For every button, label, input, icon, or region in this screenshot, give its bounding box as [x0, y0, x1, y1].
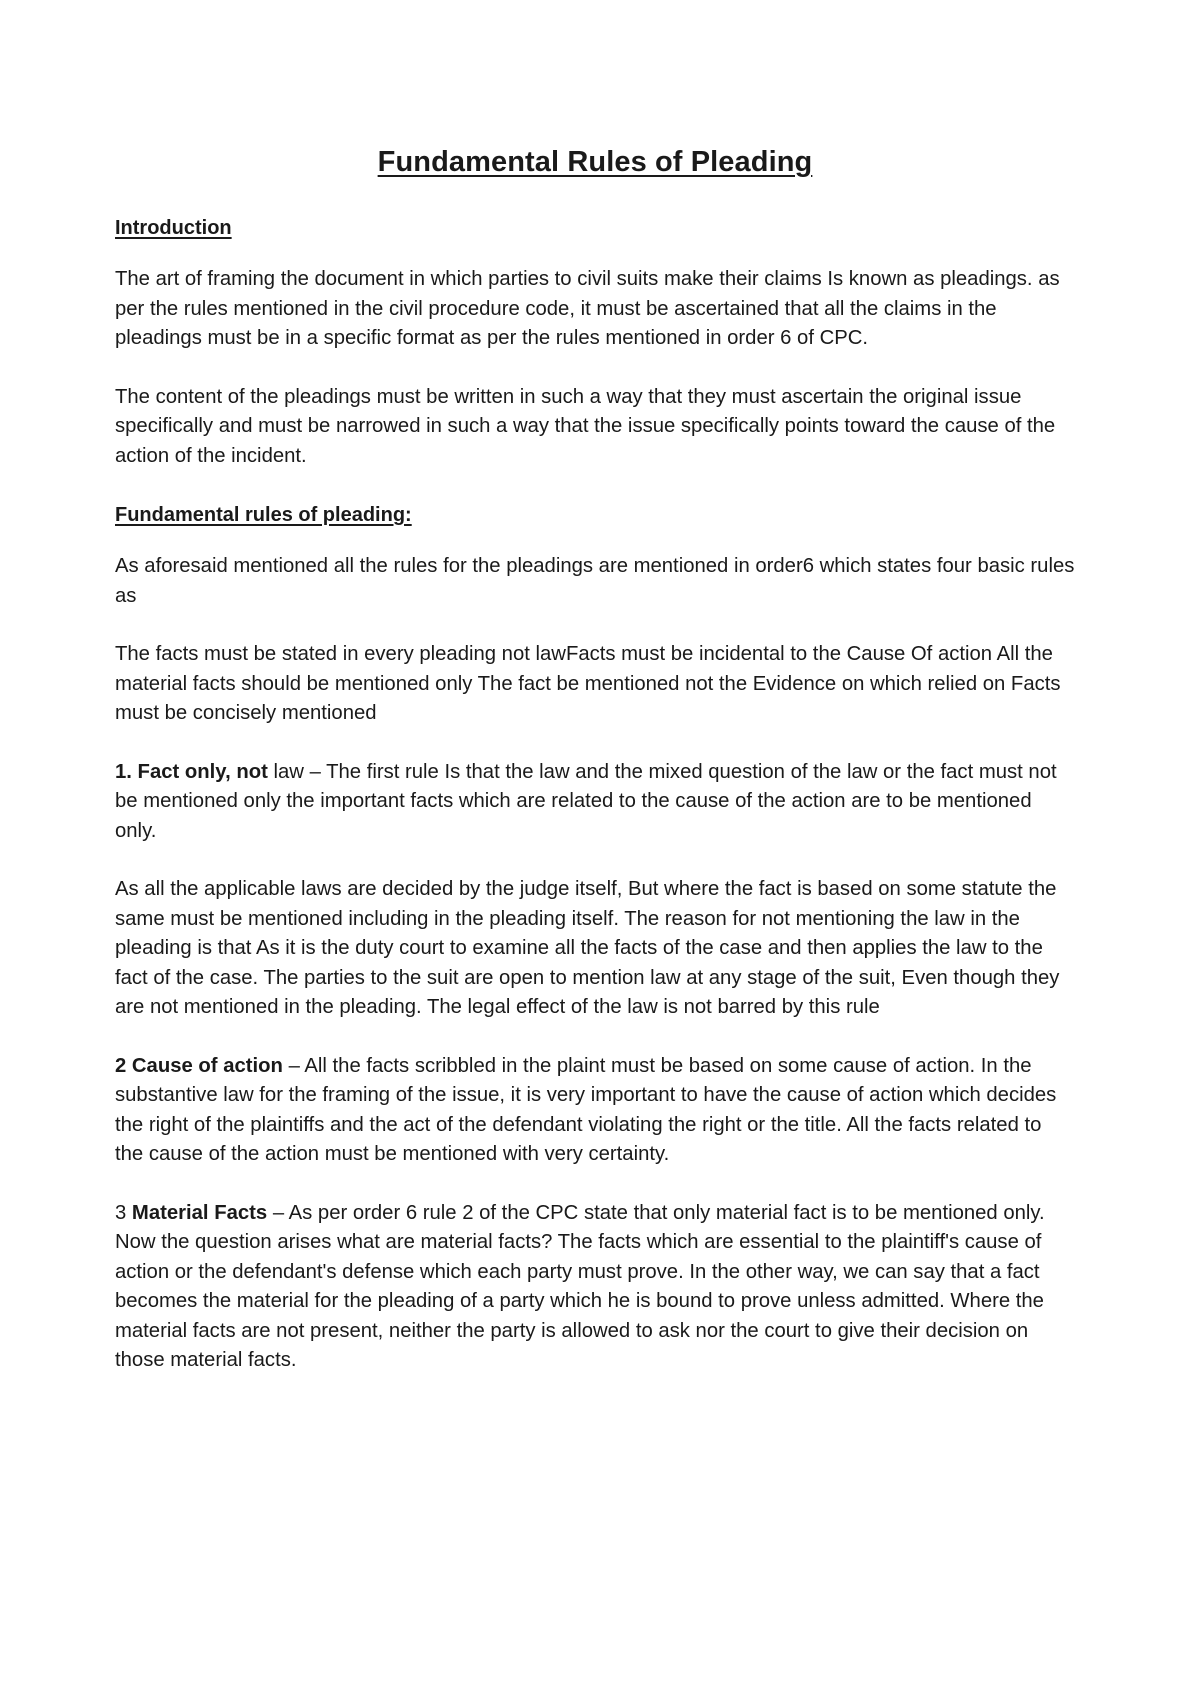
rule-2-paragraph: [115, 1052, 1075, 1170]
rule-1-text: law – The first rule Is that the law and the mixed question of the law or the fact must not be mentioned only the important facts which are related to the cause of the action are to be mentioned only.: [115, 760, 1057, 842]
rule-3-label: Material Facts: [131, 1201, 268, 1224]
rule-1-detail-paragraph: As all the applicable laws are decided by the judge itself, But where the fact is based on some statute the same must be mentioned including in the pleading itself. The reason for not mentioning the law in the pleading is that As it is the duty court to examine all the facts of the case and then applies the law to the fact of the case. The parties to the suit are open to mention law at any stage of the suit, Even though they are not mentioned in the pleading. The legal effect of the law is not barred by this rule: [115, 878, 1060, 1018]
rule-2-text: – All the facts scribbled in the plaint must be based on some cause of action. In the substantive law for the framing of the issue, it is very important to have the cause of action which decides the right of the plaintiffs and the act of the defendant violating the right or the title. All the facts related to the cause of the action must be mentioned with very certainty.: [115, 1054, 1057, 1165]
rules-summary-paragraph: The facts must be stated in every pleading not lawFacts must be incidental to the Cause Of action All the material facts should be mentioned only The fact be mentioned not the Evidence on which relied on Facts must be concisely mentioned: [115, 643, 1061, 724]
rule-3-paragraph: [115, 1199, 1075, 1376]
introduction-paragraph-2: The content of the pleadings must be written in such a way that they must ascertain the original issue specifically and must be narrowed in such a way that the issue specifically points toward the cause of the action of the incident.: [115, 385, 1056, 467]
introduction-heading: Introduction: [115, 217, 232, 239]
introduction-paragraph-1: The art of framing the document in which parties to civil suits make their claims Is known as pleadings. as per the rules mentioned in the civil procedure code, it must be ascertained that all the claims in the pleadings must be in a specific format as per the rules mentioned in order 6 of CPC.: [115, 268, 1060, 349]
document-page: [115, 144, 1075, 1405]
rule-1-paragraph: [115, 758, 1075, 847]
document-title: Fundamental Rules of Pleading: [377, 146, 813, 178]
rule-3-number: 3: [115, 1201, 132, 1224]
rule-2-label: 2 Cause of action: [115, 1054, 283, 1077]
rules-intro-paragraph: As aforesaid mentioned all the rules for the pleadings are mentioned in order6 which states four basic rules as: [115, 555, 1075, 607]
rule-3-text: – As per order 6 rule 2 of the CPC state that only material fact is to be mentioned only. Now the question arises what are material facts? The facts which are essential to the plaintiff's cause of action or the defendant's defense which each party must prove. In the other way, we can say that a fact becomes the material for the pleading of a party which he is bound to prove unless admitted. Where the material facts are not present, neither the party is allowed to ask nor the court to give their decision on those material facts.: [115, 1201, 1045, 1371]
rules-heading: Fundamental rules of pleading:: [115, 504, 412, 526]
rule-1-label: 1. Fact only, not: [115, 760, 268, 783]
